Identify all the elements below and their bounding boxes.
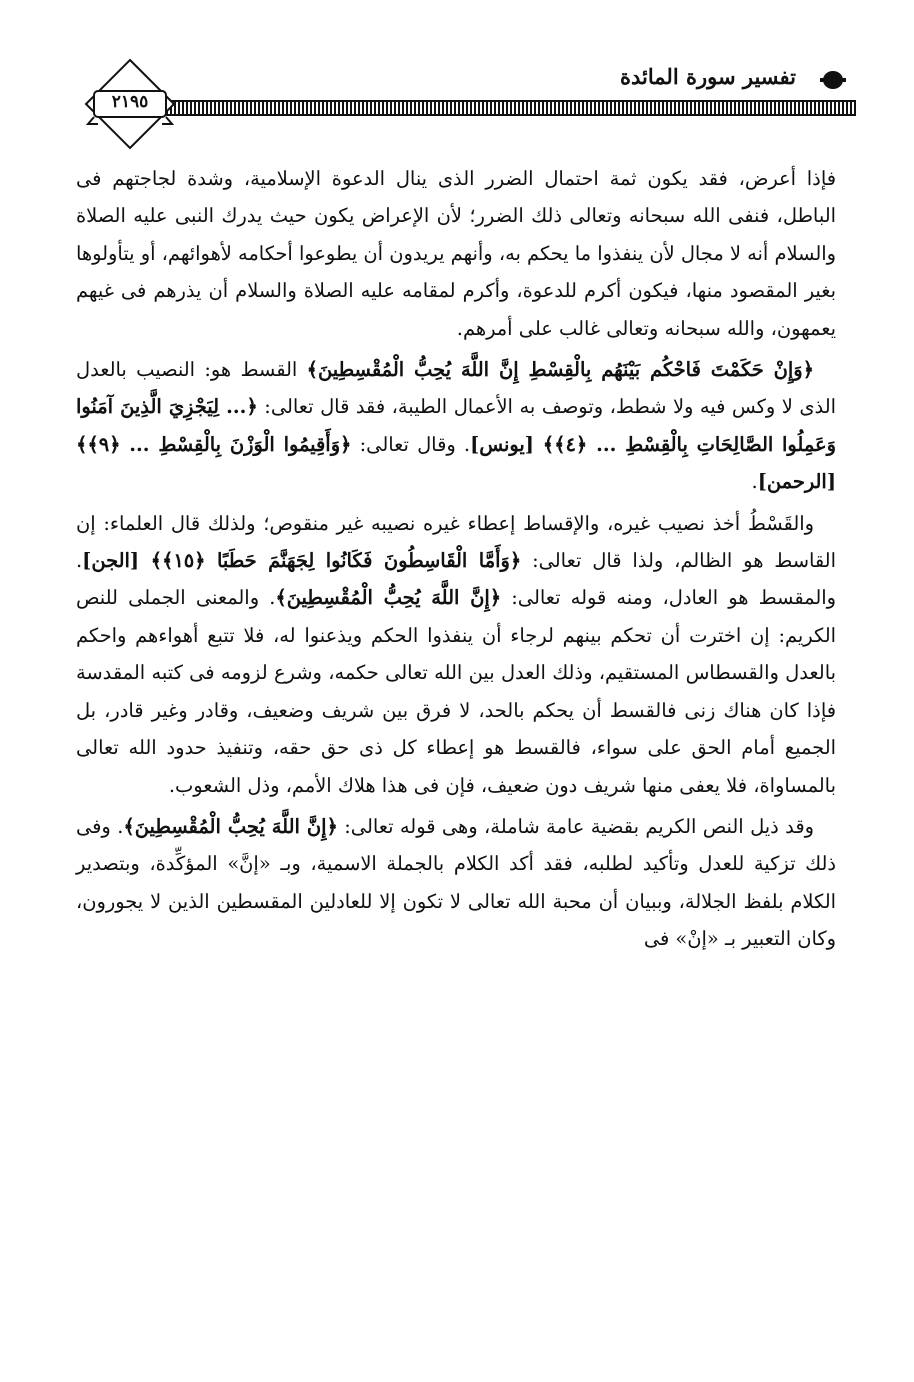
surah-reference: [الجن] bbox=[82, 549, 151, 573]
quran-verse: ﴿... لِيَجْزِيَ الَّذِينَ آمَنُوا وَعَمِلُوا الصَّالِحَاتِ بِالْقِسْطِ ... ﴿٤﴾﴾ bbox=[76, 395, 836, 456]
quran-verse: ﴿وَأَمَّا الْقَاسِطُونَ فَكَانُوا لِجَهَنَّمَ حَطَبًا ﴿١٥﴾﴾ bbox=[150, 549, 522, 573]
ornament-icon bbox=[818, 68, 848, 92]
paragraph-text: والقَسْطُ أخذ نصيب غيره، والإقساط إعطاء غيره نصيبه غير منقوص؛ ولذلك قال العلماء: إن القاسط هو الظالم، ولذا قال تعالى: bbox=[76, 511, 836, 573]
header-rule bbox=[158, 100, 856, 116]
paragraph-text: فإذا أعرض، فقد يكون ثمة احتمال الضرر الذى ينال الدعوة الإسلامية، وشدة لجاجتهم فى الباطل، فنفى الله سبحانه وتعالى ذلك الضرر؛ لأن الإعراض يكون حيث يدرك النبى عليه الصلاة والسلام أنه لا مجال لأن ينفذوا ما يحكم به، وأنهم يريدون أن يطوعوا أحكامه لأهوائهم، أو يتأولوها بغير المقصود منها، فيكون أكرم للدعوة، وأكرم لمقامه عليه الصلاة والسلام أن يذرهم فى غيهم يعمهون، والله سبحانه وتعالى غالب على أمرهم. bbox=[76, 167, 836, 340]
running-title: تفسير سورة المائدة bbox=[620, 64, 796, 89]
paragraph-text: وقد ذيل النص الكريم بقضية عامة شاملة، وهى قوله تعالى: bbox=[337, 814, 814, 838]
quran-verse: ﴿وَأَقِيمُوا الْوَزْنَ بِالْقِسْطِ ... ﴿٩﴾﴾ bbox=[76, 432, 352, 456]
paragraph bbox=[76, 808, 836, 958]
page-header bbox=[80, 58, 856, 148]
surah-reference: [يونس] bbox=[470, 432, 543, 456]
paragraph-text: . والمعنى الجملى للنص الكريم: إن اخترت أن تحكم بينهم لرجاء أن ينفذوا الحكم ويذعنوا له، فلا تتبع أهواءهم واحكم بالعدل والقسطاس المستقيم، وذلك العدل بين الله تعالى حكمه، وشرع لزومه فى كتبه المقدسة فإذا كان هناك زنى فالقسط أن يحكم بالحد، لا فرق بين شريف وضعيف، وقادر وغير قادر، بل الجميع أمام الحق على سواء، فالقسط هو إعطاء كل ذى حق حقه، وتنفيذ حدود الله تعالى بالمساواة، فلا يعفى منها شريف دون ضعيف، فإن فى هذا هلاك الأمم، وذل الشعوب. bbox=[76, 586, 836, 797]
surah-reference: [الرحمن] bbox=[757, 470, 836, 494]
commentary-text bbox=[76, 160, 836, 958]
paragraph-text: . bbox=[751, 470, 758, 494]
paragraph-text: . والمقسط هو العادل، ومنه قوله تعالى: bbox=[76, 549, 836, 610]
paragraph-text: القسط هو: النصيب بالعدل الذى لا وكس فيه ولا شطط، وتوصف به الأعمال الطيبة، فقد قال تعالى: bbox=[76, 358, 836, 419]
quran-verse: ﴿وَإِنْ حَكَمْتَ فَاحْكُم بَيْنَهُم بِالْقِسْطِ إِنَّ اللَّهَ يُحِبُّ الْمُقْسِطِينَ﴾ bbox=[306, 358, 814, 382]
quran-verse: ﴿إِنَّ اللَّهَ يُحِبُّ الْمُقْسِطِينَ﴾ bbox=[275, 586, 502, 610]
paragraph-text: . وقال تعالى: bbox=[351, 432, 471, 456]
quran-verse: ﴿إِنَّ اللَّهَ يُحِبُّ الْمُقْسِطِينَ﴾ bbox=[123, 814, 338, 838]
paragraph-text: . وفى ذلك تزكية للعدل وتأكيد لطلبه، فقد أكد الكلام بالجملة الاسمية، وبـ «إنَّ» المؤكِّدة، وبتصدير الكلام بلفظ الجلالة، وببيان أن محبة الله تعالى لا تكون إلا للعادلين المقسطين الذين لا يجورون، وكان التعبير بـ «إنْ» فى bbox=[76, 814, 836, 951]
paragraph bbox=[76, 160, 836, 347]
page-number: ٢١٩٥ bbox=[111, 92, 149, 112]
paragraph bbox=[76, 351, 836, 501]
paragraph bbox=[76, 505, 836, 804]
